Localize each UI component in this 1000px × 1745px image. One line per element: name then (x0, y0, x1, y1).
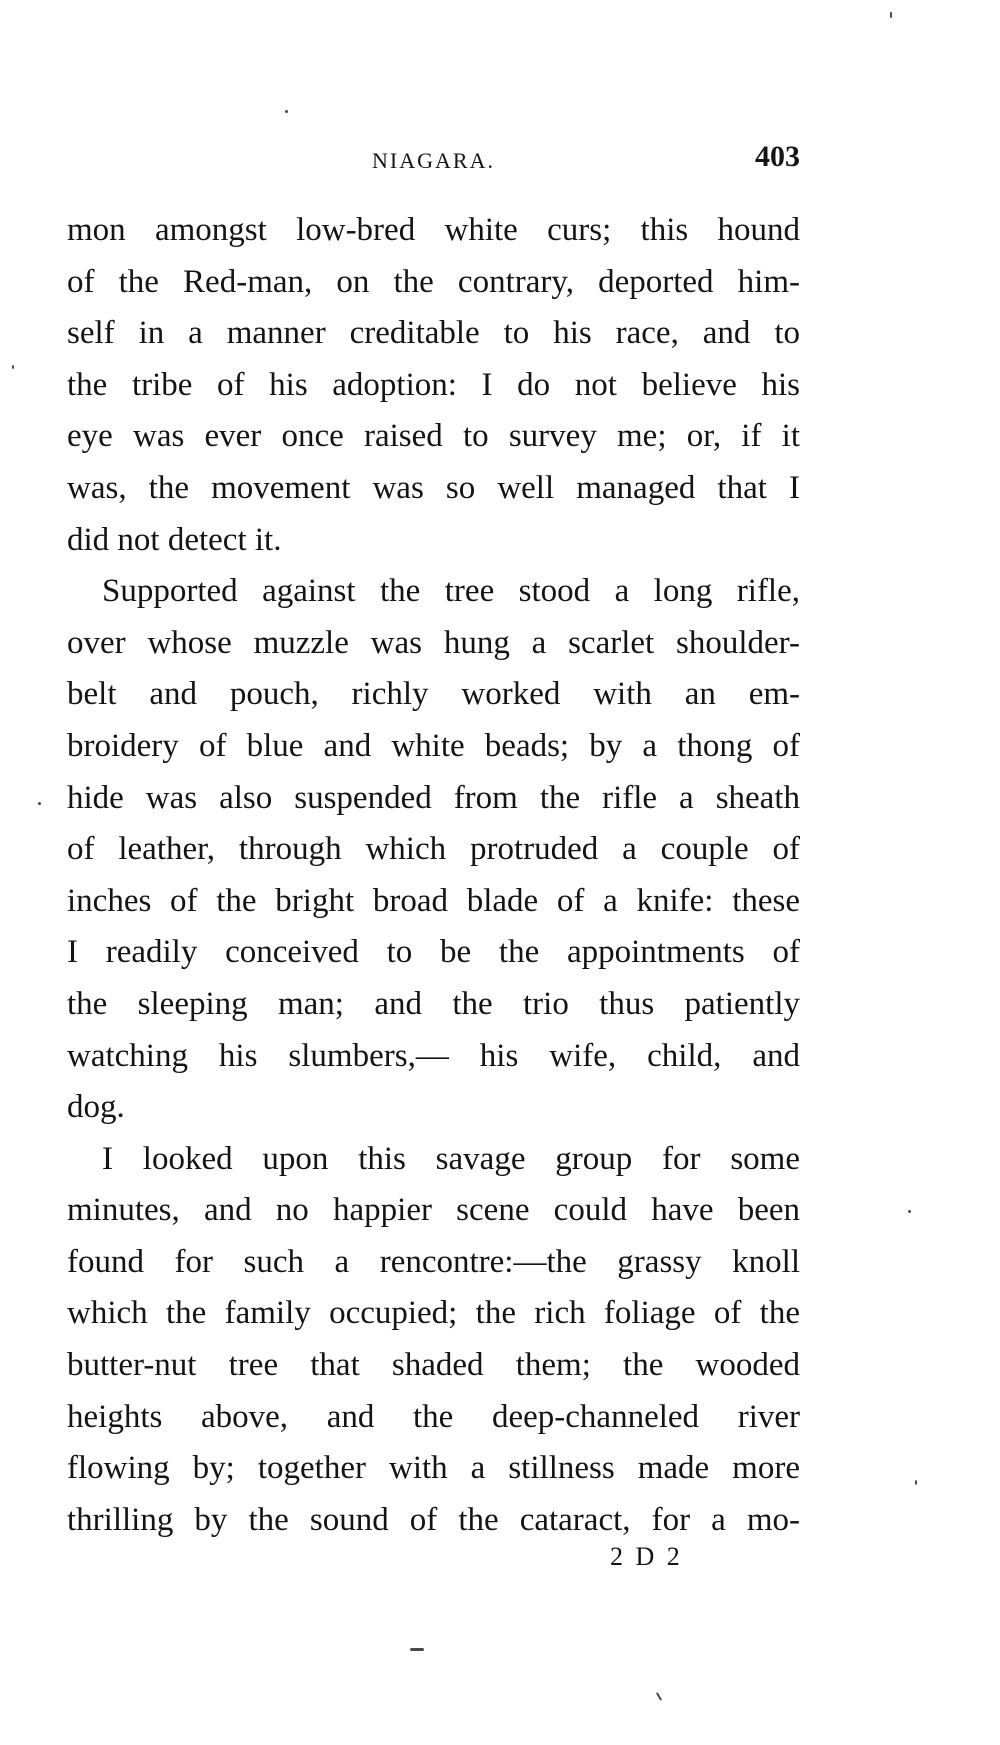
paragraph (67, 566, 800, 1134)
text-line: of the Red-man, on the contrary, deported him- (67, 263, 800, 300)
text-line: the sleeping man; and the trio thus patiently (67, 985, 800, 1022)
scan-speck (285, 110, 288, 113)
text-line: broidery of blue and white beads; by a thong of (67, 727, 800, 764)
text-line: which the family occupied; the rich foliage of the (67, 1295, 800, 1332)
paragraph (67, 1134, 800, 1547)
text-line: was, the movement was so well managed that I (67, 469, 800, 506)
text-line: belt and pouch, richly worked with an em- (67, 676, 800, 713)
scan-speck (38, 802, 41, 805)
running-head (67, 140, 800, 184)
signature-mark: 2 D 2 (610, 1542, 683, 1571)
text-line: dog. (67, 1089, 125, 1126)
text-line: inches of the bright broad blade of a knife: these (67, 882, 800, 919)
text-line: self in a manner creditable to his race, and to (67, 315, 800, 352)
text-line: I readily conceived to be the appointments of (67, 934, 800, 971)
text-line: I looked upon this savage group for some (102, 1140, 800, 1177)
running-head-title: NIAGARA. (372, 148, 495, 173)
text-line: the tribe of his adoption: I do not believe his (67, 366, 800, 403)
text-line: mon amongst low-bred white curs; this hound (67, 212, 800, 248)
paragraph (67, 205, 800, 566)
text-line: found for such a rencontre:—the grassy knoll (67, 1243, 800, 1280)
scan-speck (656, 1692, 662, 1701)
page-number: 403 (755, 140, 800, 173)
text-line: thrilling by the sound of the cataract, for a mo- (67, 1501, 800, 1538)
scan-speck (915, 1480, 917, 1485)
text-line: over whose muzzle was hung a scarlet shoulder- (67, 624, 800, 661)
body-text (67, 205, 800, 1546)
text-line: heights above, and the deep-channeled river (67, 1398, 800, 1435)
scan-speck (890, 12, 892, 18)
scan-speck (12, 365, 14, 369)
text-line: watching his slumbers,— his wife, child, and (67, 1037, 800, 1074)
scan-speck (410, 1648, 424, 1651)
text-line: Supported against the tree stood a long rifle, (102, 573, 800, 610)
text-line: butter-nut tree that shaded them; the wooded (67, 1347, 800, 1384)
text-line: minutes, and no happier scene could have been (67, 1192, 800, 1229)
text-line: hide was also suspended from the rifle a sheath (67, 779, 800, 816)
text-line: flowing by; together with a stillness made more (67, 1450, 800, 1487)
text-line: eye was ever once raised to survey me; or, if it (67, 418, 800, 455)
scan-speck (908, 1210, 911, 1213)
text-line: did not detect it. (67, 521, 282, 558)
text-line: of leather, through which protruded a couple of (67, 831, 800, 868)
